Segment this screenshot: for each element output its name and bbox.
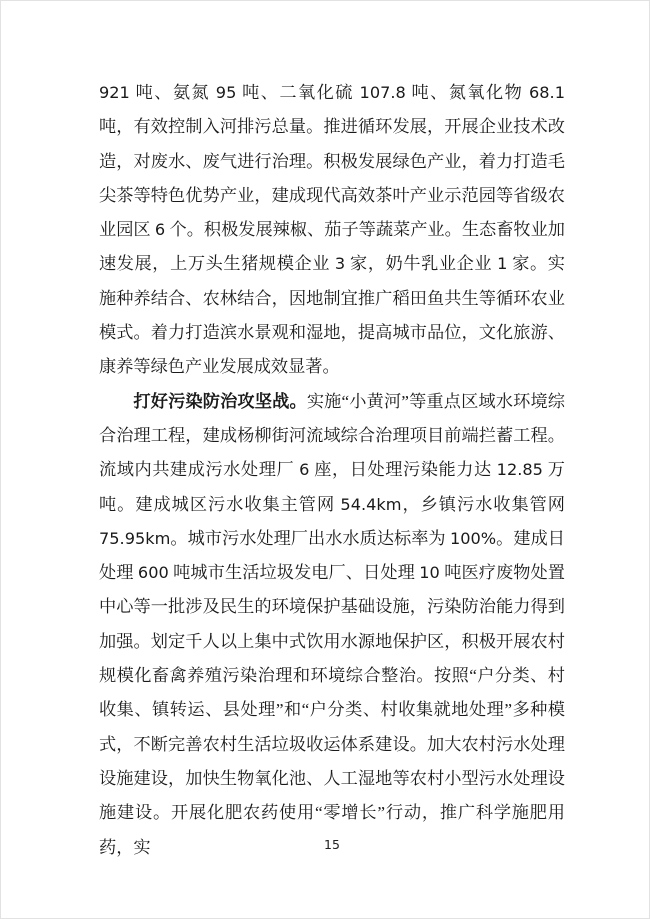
paragraph-lead-bold: 打好污染防治攻坚战。 [133,391,307,411]
paragraphs [99,76,565,865]
page-number: 15 [324,837,340,852]
latin-run: 3 [334,254,346,274]
latin-run: 6 [154,220,166,240]
latin-run: 107.8 [359,83,406,102]
latin-run: 75.95km [99,528,171,548]
paragraph [99,385,565,865]
latin-run: 95 [215,83,237,102]
latin-run: 600 [137,563,169,583]
latin-run: 54.4km [340,494,402,514]
page-body [99,76,565,865]
latin-run: 10 [419,563,440,583]
paragraph-text: 921 吨、氨氮 95 吨、二氧化硫 107.8 吨、氮氧化物 68.1 吨，有效控制入河排污总量。推进循环发展，开展企业技术改造，对废水、废气进行治理。积极发展绿色产业，着力打造毛尖茶等特色优势产业，建成现代高效茶叶产业示范园等省级农业园区 6 个。积极发展辣椒、茄子等蔬菜产业。生态畜牧业加速发展，上万头生猪规模企业 3 家，奶牛乳业企业 1 家。实施种养结合、农林结合，因地制宜推广稻田鱼共生等循环农业模式。着力打造滨水景观和湿地，提高城市品位，文化旅游、康养等绿色产业发展成效显著。 [99,83,565,377]
latin-run: 100% [449,528,497,548]
latin-run: 6 [299,460,310,480]
latin-run: 1 [497,254,508,274]
paragraph [99,76,565,385]
paragraph-text: 实施“小黄河”等重点区域水环境综合治理工程，建成杨柳街河流域综合治理项目前端拦蓄工程。流域内共建成污水处理厂 6 座，日处理污染能力达 12.85 万吨。建成城区污水收集主管网 54.4km，乡镇污水收集管网 75.95km。城市污水处理厂出水水质达标率为 100%。建成日处理 600 吨城市生活垃圾发电厂、日处理 10 吨医疗废物处置中心等一批涉及民生的环境保护基础设施，污染防治能力得到加强。划定千人以上集中式饮用水源地保护区，积极开展农村规模化畜禽养殖污染治理和环境综合整治。按照“户分类、村收集、镇转运、县处理”和“户分类、村收集就地处理”多种模式，不断完善农村生活垃圾收运体系建设。加大农村污水处理设施建设，加快生物氧化池、人工湿地等农村小型污水处理设施建设。开展化肥农药使用“零增长”行动，推广科学施肥用药，实 [99,391,565,857]
latin-run: 921 [99,83,130,102]
latin-run: 12.85 [496,460,543,480]
latin-run: 68.1 [529,83,565,102]
